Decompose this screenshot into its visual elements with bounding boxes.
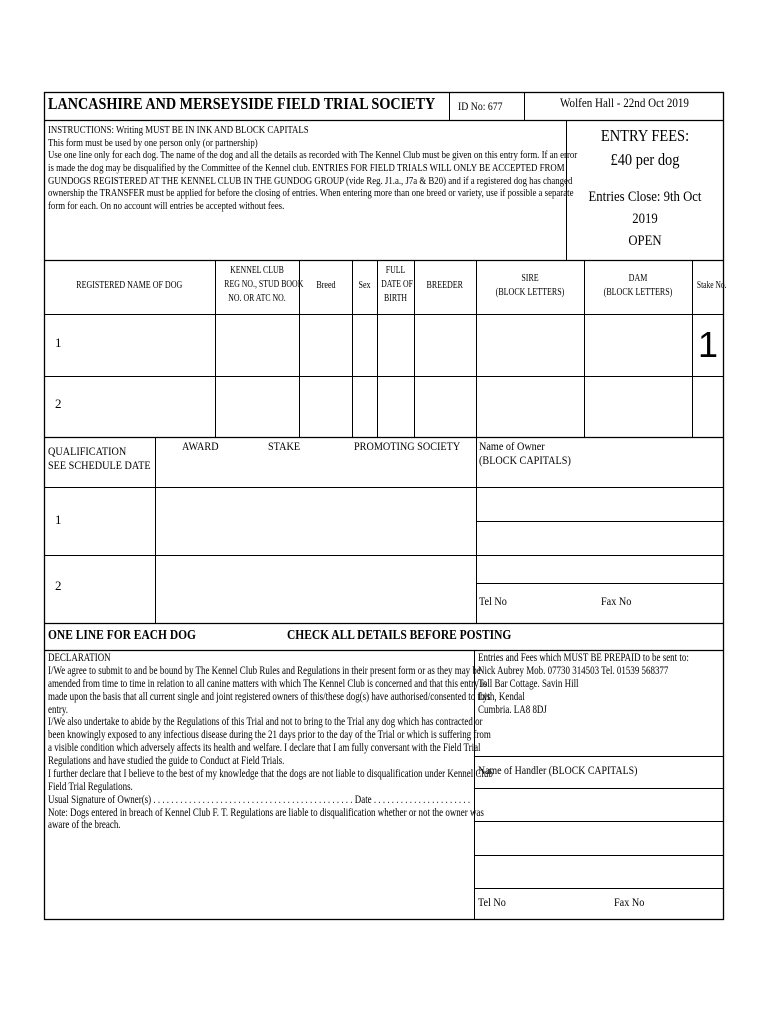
- entry-fees-amount: £40 per dog: [610, 150, 680, 169]
- address-line: Toll Bar Cottage. Savin Hill: [478, 677, 579, 690]
- owner-fax-label: Fax No: [601, 594, 632, 608]
- instructions-line: is made the dog may be disqualified by the Committee of the Kennel club. ENTRIES FOR FIELD TRIALS WILL ONLY BE ACCEPTED FROM: [48, 161, 565, 174]
- col-registered-name: REGISTERED NAME OF DOG: [76, 280, 183, 291]
- address-line: Lyth, Kendal: [478, 690, 525, 703]
- declaration-block: [48, 652, 493, 832]
- declaration-line: Regulations and have studied the guide to Conduct at Field Trials.: [48, 755, 285, 767]
- handler-fax-label: Fax No: [614, 895, 645, 909]
- entries-close-date: Entries Close: 9th Oct 2019: [588, 189, 702, 227]
- declaration-line: been knowingly exposed to any infectious disease during the 21 days prior to the day of the Trial or which is suffering from: [48, 729, 491, 742]
- instructions-line: form for each. On no account will entries be accepted without fees.: [48, 199, 285, 212]
- col-dob: FULL DATE OF BIRTH: [381, 265, 413, 304]
- col-kc-reg: KENNEL CLUB REG NO., STUD BOOK NO. OR ATC NO.: [224, 265, 304, 304]
- fees-to-address: [478, 652, 718, 716]
- declaration-line: entry.: [48, 703, 69, 716]
- address-line: Cumbria. LA8 8DJ: [478, 703, 547, 716]
- entries-status: OPEN: [628, 233, 662, 249]
- check-details-notice: CHECK ALL DETAILS BEFORE POSTING: [287, 628, 512, 643]
- award-label: AWARD: [182, 439, 219, 453]
- qualification-row-number: 2: [55, 578, 62, 593]
- instructions-line: ownership the TRANSFER must be applied for before the closing of entries. When entering more than one breed or variety, use if possible a separate: [48, 187, 574, 200]
- col-stake-no: Stake No.: [696, 280, 727, 291]
- declaration-line: I further declare that I believe to the best of my knowledge that the dogs are not liable to disqualification under Kennel Club: [48, 767, 493, 780]
- qualification-row-number: 1: [55, 512, 62, 527]
- entry-fees-label: ENTRY FEES:: [600, 126, 690, 145]
- declaration-line: Field Trial Regulations.: [48, 780, 133, 793]
- instructions-line: INSTRUCTIONS: Writing MUST BE IN INK AND BLOCK CAPITALS: [48, 124, 309, 136]
- declaration-line: amended from time to time in relation to all canine matters with which The Kennel Club is concerned and that this entry is: [48, 677, 487, 690]
- stake-number-value[interactable]: 1: [698, 324, 719, 365]
- declaration-line: a visible condition which adversely affects its health and welfare. I declare that I am fully conversant with the Field Trial: [48, 742, 481, 755]
- col-breed: Breed: [315, 280, 336, 291]
- declaration-line: I/We also undertake to abide by the Regulations of this Trial and not to bring to the Trial any dog which has contracted or: [48, 716, 483, 729]
- instructions-line: Use one line only for each dog. The name of the dog and all the details as recorded with The Kennel Club must be given on this entry form. If an error: [48, 149, 578, 162]
- venue-date: Wolfen Hall - 22nd Oct 2019: [560, 95, 689, 110]
- owner-name-label: Name of Owner (BLOCK CAPITALS): [479, 439, 571, 467]
- declaration-line: made upon the basis that all current single and joint registered owners of this/these dog(s) have authorised/consented to this: [48, 690, 491, 703]
- contact-line: Nick Aubrey Mob. 07730 314503 Tel. 01539 568377: [478, 664, 669, 677]
- col-breeder: BREEDER: [426, 280, 464, 291]
- form-title: LANCASHIRE AND MERSEYSIDE FIELD TRIAL SOCIETY: [48, 94, 436, 113]
- declaration-line: Note: Dogs entered in breach of Kennel Club F. T. Regulations are liable to disqualification whether or not the owner was: [48, 806, 484, 819]
- handler-name-label: Name of Handler (BLOCK CAPITALS): [478, 763, 638, 777]
- instructions-line: This form must be used by one person only (or partnership): [48, 136, 258, 149]
- entry-row-number: 2: [55, 396, 62, 411]
- owner-tel-label: Tel No: [479, 594, 507, 608]
- entry-fees-box: [567, 124, 723, 252]
- col-sire: SIRE (BLOCK LETTERS): [495, 273, 565, 298]
- declaration-heading: DECLARATION: [48, 652, 111, 664]
- stake-label: STAKE: [268, 439, 301, 453]
- fees-to-heading: Entries and Fees which MUST BE PREPAID to be sent to:: [478, 652, 689, 664]
- entry-row-number: 1: [55, 335, 62, 350]
- promoting-society-label: PROMOTING SOCIETY: [354, 439, 461, 453]
- col-sex: Sex: [358, 280, 371, 291]
- qualification-label: QUALIFICATION SEE SCHEDULE DATE: [48, 444, 151, 472]
- id-number: ID No: 677: [458, 101, 503, 113]
- handler-tel-label: Tel No: [478, 895, 506, 909]
- instructions-line: GUNDOGS REGISTERED AT THE KENNEL CLUB IN THE GUNDOG GROUP (vide Reg. J1.a., J7a & B20) and if a registered dog has changed: [48, 174, 573, 187]
- declaration-line: I/We agree to submit to and be bound by The Kennel Club Rules and Regulations in their present form or as they may be: [48, 664, 481, 677]
- instructions-block: [48, 124, 578, 212]
- signature-date-line[interactable]: Usual Signature of Owner(s) . . . . . . . . . . . . . . . . . . . . . . . . . . . . . . . . . . . . . . . . . . . . . Date . . . . . . . . . . . . . . . . . . . . . .: [48, 793, 471, 806]
- col-dam: DAM (BLOCK LETTERS): [603, 273, 673, 298]
- declaration-line: aware of the breach.: [48, 819, 121, 832]
- one-line-notice: ONE LINE FOR EACH DOG: [48, 628, 196, 643]
